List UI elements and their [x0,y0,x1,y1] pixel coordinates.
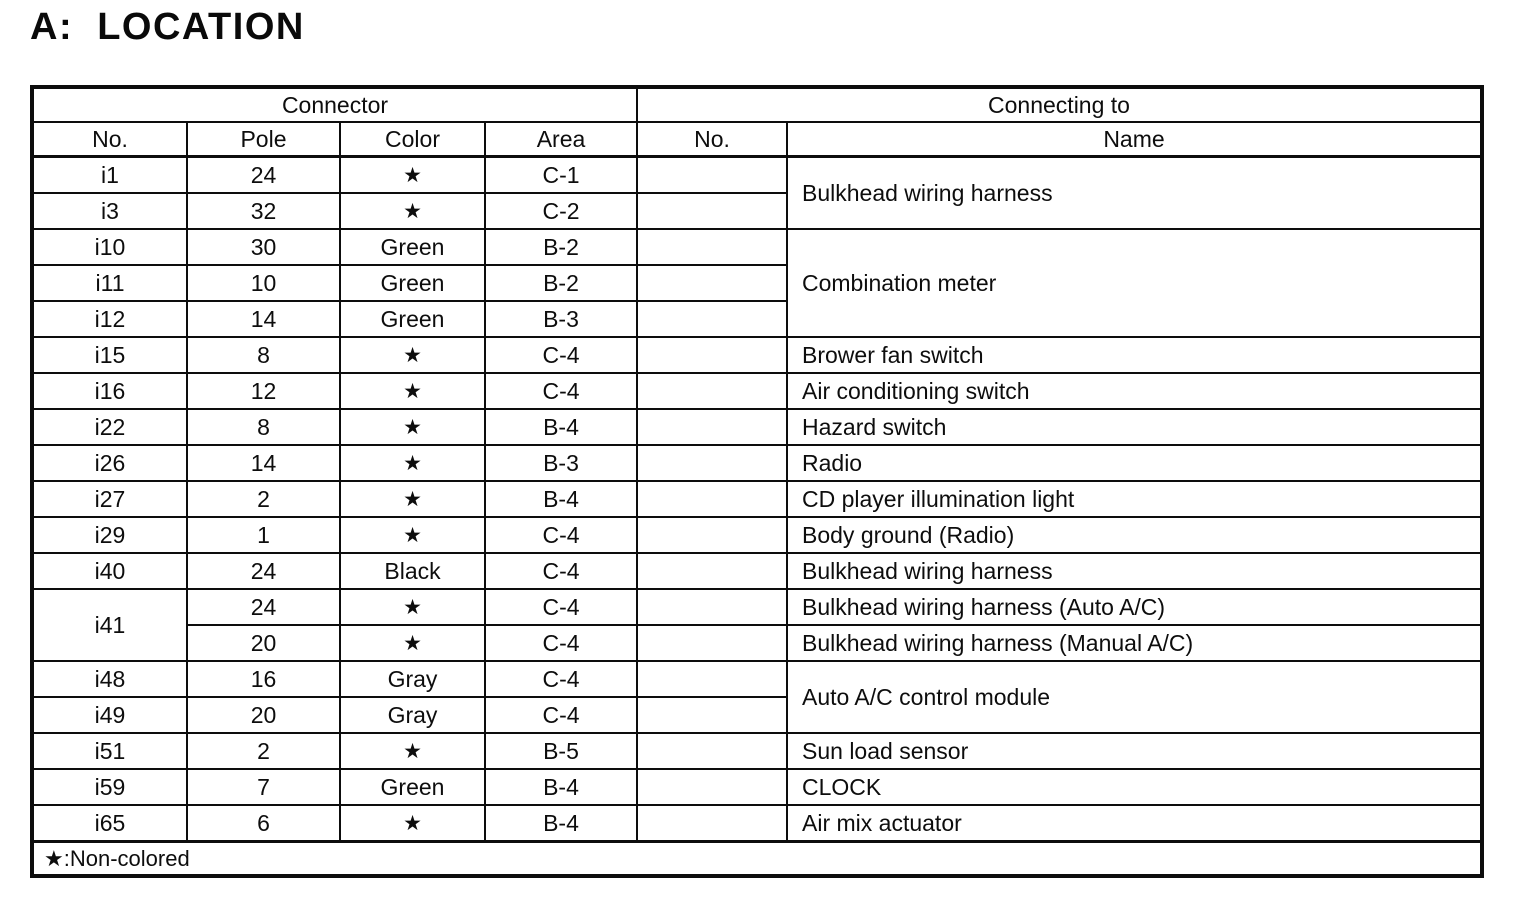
area-cell: C-4 [485,661,637,697]
connecting-to-group-header: Connecting to [637,87,1482,122]
pole-cell: 8 [187,337,340,373]
pole-cell: 2 [187,733,340,769]
connecting-no-cell [637,517,787,553]
connector-no-cell: i3 [32,193,187,229]
connecting-no-cell [637,733,787,769]
connector-no-cell: i26 [32,445,187,481]
connector-no-cell: i59 [32,769,187,805]
area-cell: C-4 [485,517,637,553]
connecting-name-cell: Air conditioning switch [787,373,1482,409]
table-row [32,157,1482,194]
color-cell: Green [340,769,485,805]
pole-cell: 24 [187,157,340,194]
connecting-no-cell [637,337,787,373]
col-header-color: Color [340,122,485,157]
pole-cell: 8 [187,409,340,445]
color-cell: ★ [340,481,485,517]
connector-no-cell: i51 [32,733,187,769]
area-cell: B-5 [485,733,637,769]
area-cell: C-4 [485,589,637,625]
color-cell: ★ [340,373,485,409]
pole-cell: 14 [187,301,340,337]
color-cell: ★ [340,517,485,553]
table-row [32,229,1482,265]
footnote-row [32,842,1482,877]
table-row [32,337,1482,373]
color-cell: ★ [340,193,485,229]
pole-cell: 12 [187,373,340,409]
connecting-name-cell: CLOCK [787,769,1482,805]
group-header-row [32,87,1482,122]
table-row [32,409,1482,445]
table-row [32,589,1482,625]
table-row [32,769,1482,805]
connecting-name-cell: Bulkhead wiring harness (Auto A/C) [787,589,1482,625]
connector-no-cell: i48 [32,661,187,697]
color-cell: Gray [340,697,485,733]
connecting-no-cell [637,193,787,229]
column-header-row [32,122,1482,157]
table-row [32,625,1482,661]
connector-no-cell: i22 [32,409,187,445]
color-cell: Black [340,553,485,589]
connector-no-cell: i11 [32,265,187,301]
area-cell: C-4 [485,337,637,373]
col-header-conn-no: No. [637,122,787,157]
connector-group-header: Connector [32,87,637,122]
table-row [32,805,1482,842]
connecting-no-cell [637,553,787,589]
area-cell: C-4 [485,373,637,409]
connecting-no-cell [637,769,787,805]
color-cell: ★ [340,589,485,625]
connector-no-cell: i65 [32,805,187,842]
connecting-no-cell [637,697,787,733]
table-row [32,661,1482,697]
area-cell: B-4 [485,769,637,805]
connecting-no-cell [637,445,787,481]
table-row [32,481,1482,517]
pole-cell: 10 [187,265,340,301]
connecting-name-cell: Radio [787,445,1482,481]
col-header-area: Area [485,122,637,157]
connecting-name-cell: Body ground (Radio) [787,517,1482,553]
connector-no-cell: i41 [32,589,187,661]
color-cell: ★ [340,409,485,445]
connecting-no-cell [637,157,787,194]
color-cell: ★ [340,805,485,842]
table-row [32,445,1482,481]
connecting-no-cell [637,229,787,265]
area-cell: B-3 [485,301,637,337]
pole-cell: 20 [187,625,340,661]
area-cell: C-2 [485,193,637,229]
connecting-no-cell [637,589,787,625]
connecting-no-cell [637,805,787,842]
connecting-name-cell: Sun load sensor [787,733,1482,769]
connecting-no-cell [637,301,787,337]
area-cell: B-2 [485,229,637,265]
pole-cell: 14 [187,445,340,481]
connecting-no-cell [637,661,787,697]
connector-location-table [30,85,1484,878]
connector-no-cell: i29 [32,517,187,553]
connecting-no-cell [637,265,787,301]
connecting-name-cell: Hazard switch [787,409,1482,445]
table-row [32,373,1482,409]
pole-cell: 2 [187,481,340,517]
color-cell: ★ [340,157,485,194]
connecting-name-cell: Combination meter [787,229,1482,337]
connector-no-cell: i27 [32,481,187,517]
pole-cell: 30 [187,229,340,265]
pole-cell: 24 [187,553,340,589]
pole-cell: 1 [187,517,340,553]
connector-no-cell: i40 [32,553,187,589]
connecting-no-cell [637,625,787,661]
color-cell: ★ [340,445,485,481]
connector-no-cell: i16 [32,373,187,409]
area-cell: B-4 [485,409,637,445]
connecting-no-cell [637,373,787,409]
connecting-no-cell [637,409,787,445]
connector-no-cell: i12 [32,301,187,337]
connecting-name-cell: CD player illumination light [787,481,1482,517]
area-cell: B-3 [485,445,637,481]
pole-cell: 24 [187,589,340,625]
connecting-name-cell: Bulkhead wiring harness (Manual A/C) [787,625,1482,661]
area-cell: B-4 [485,805,637,842]
connector-no-cell: i1 [32,157,187,194]
pole-cell: 7 [187,769,340,805]
table-row [32,517,1482,553]
connecting-name-cell: Bulkhead wiring harness [787,553,1482,589]
connector-no-cell: i10 [32,229,187,265]
area-cell: B-2 [485,265,637,301]
area-cell: C-4 [485,697,637,733]
col-header-no: No. [32,122,187,157]
connector-no-cell: i49 [32,697,187,733]
pole-cell: 16 [187,661,340,697]
connecting-no-cell [637,481,787,517]
connecting-name-cell: Auto A/C control module [787,661,1482,733]
table-row [32,553,1482,589]
color-cell: Gray [340,661,485,697]
color-cell: ★ [340,625,485,661]
pole-cell: 32 [187,193,340,229]
area-cell: B-4 [485,481,637,517]
table-row [32,733,1482,769]
color-cell: Green [340,265,485,301]
area-cell: C-4 [485,553,637,589]
color-cell: Green [340,301,485,337]
col-header-pole: Pole [187,122,340,157]
connecting-name-cell: Air mix actuator [787,805,1482,842]
color-cell: ★ [340,733,485,769]
color-cell: ★ [340,337,485,373]
connecting-name-cell: Brower fan switch [787,337,1482,373]
color-cell: Green [340,229,485,265]
area-cell: C-4 [485,625,637,661]
star-footnote: ★:Non-colored [32,842,1482,877]
connecting-name-cell: Bulkhead wiring harness [787,157,1482,230]
area-cell: C-1 [485,157,637,194]
pole-cell: 20 [187,697,340,733]
col-header-conn-name: Name [787,122,1482,157]
connector-no-cell: i15 [32,337,187,373]
pole-cell: 6 [187,805,340,842]
page-title: A: LOCATION [30,6,305,48]
